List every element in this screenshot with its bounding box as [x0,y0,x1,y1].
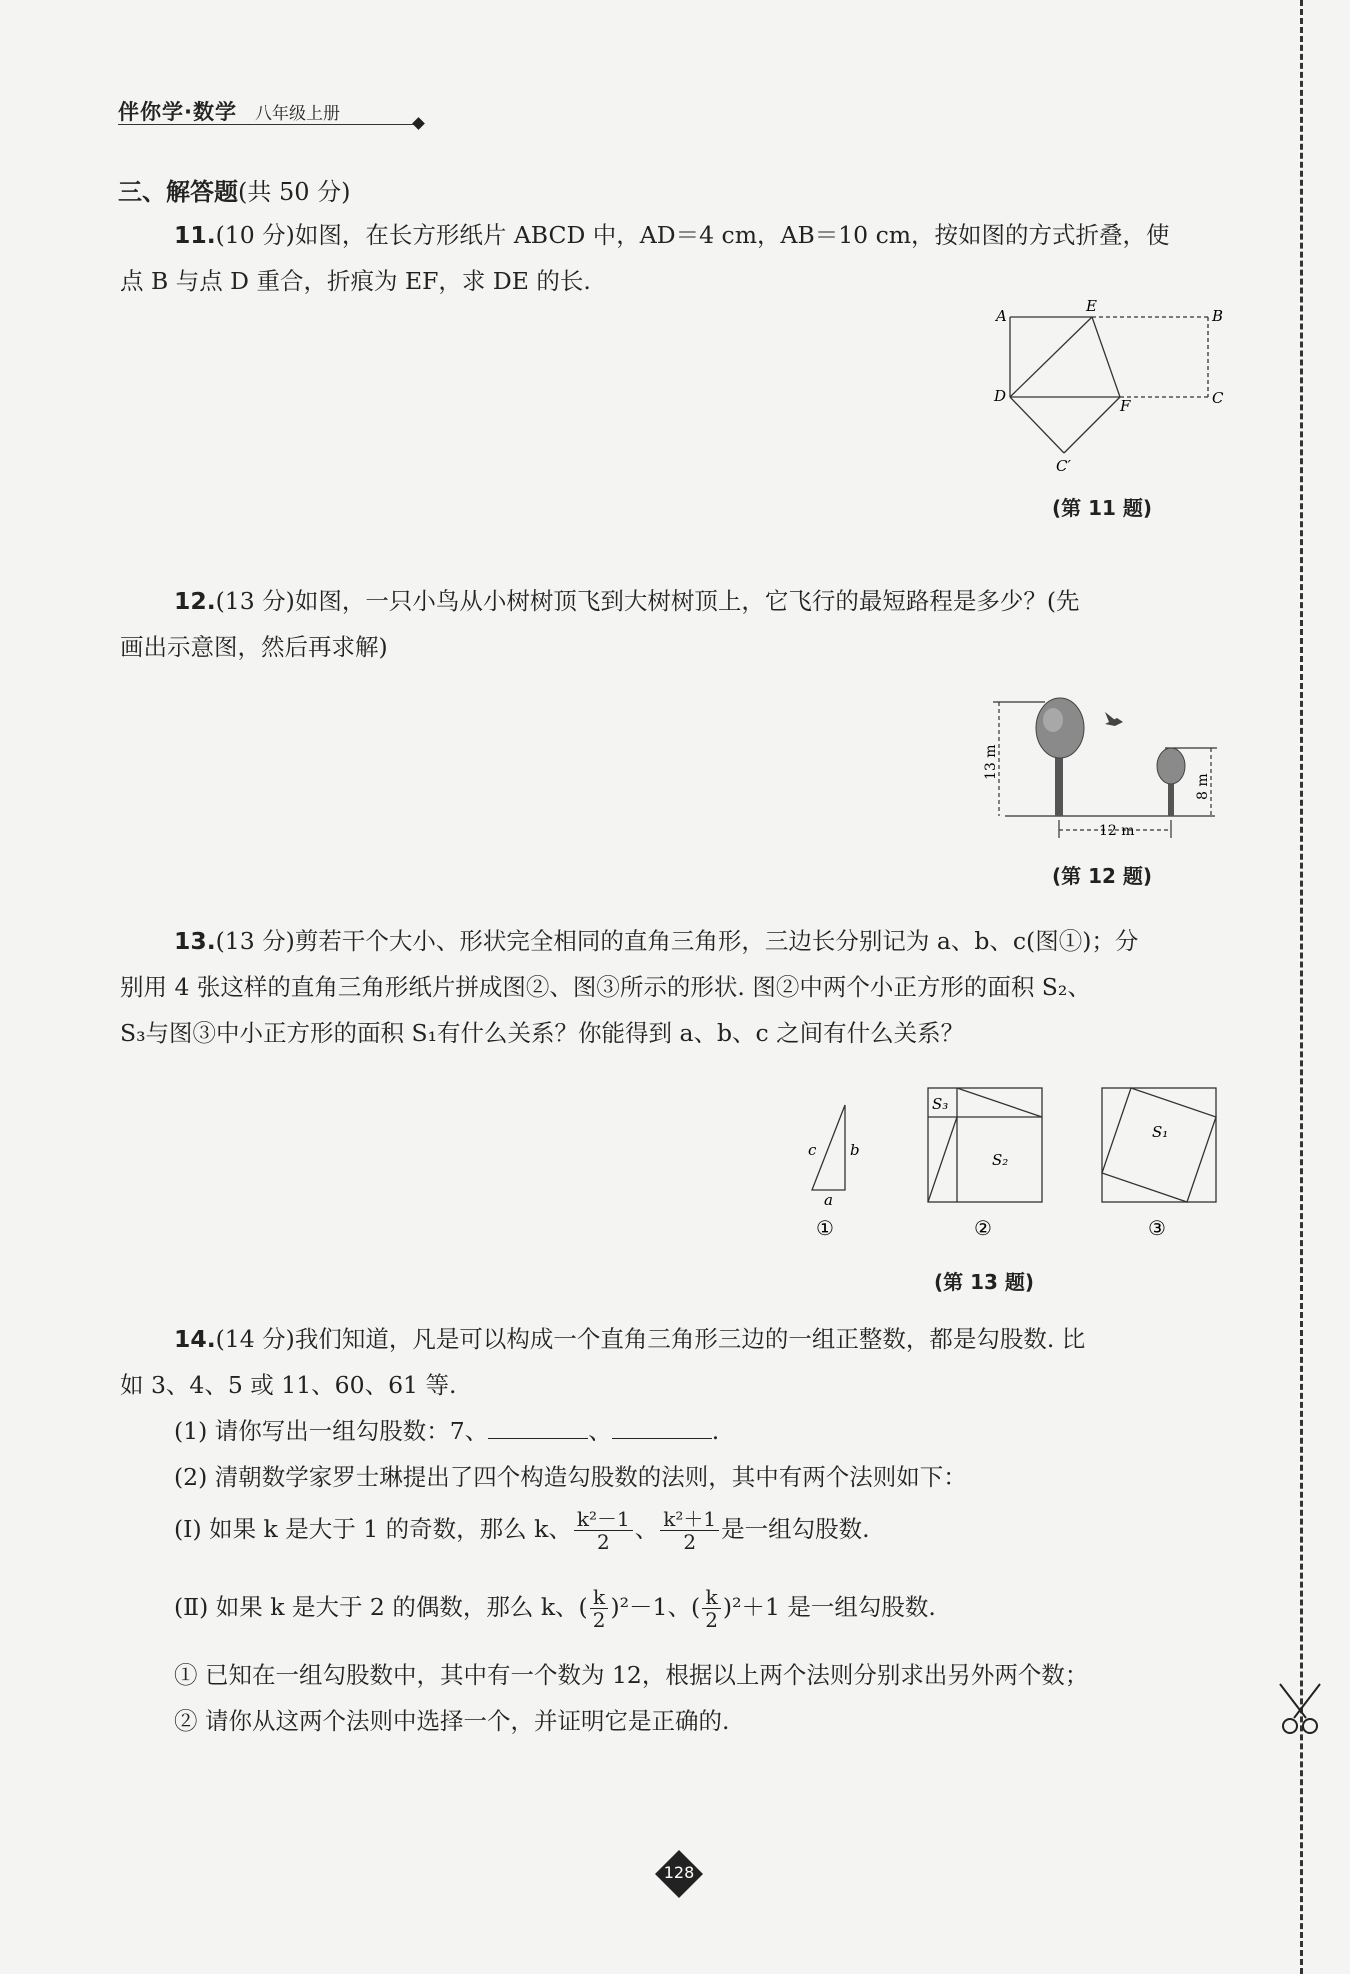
rule2-post: )²＋1 是一组勾股数. [722,1593,936,1621]
edge-ef [1092,317,1120,397]
q14-score: (14 分) [215,1325,295,1353]
q13-text-line2: 别用 4 张这样的直角三角形纸片拼成图②、图③所示的形状. 图②中两个小正方形的面积 S₂、 [120,973,1091,1001]
q14-rule-2 [174,1586,936,1631]
rule1-pre: (Ⅰ) 如果 k 是大于 1 的奇数，那么 k、 [174,1515,572,1543]
fig2-label: ② [974,1216,992,1240]
q11-score: (10 分) [215,221,295,249]
rule1-frac2-den: 2 [683,1530,697,1554]
rule1-frac2-num: k²＋1 [660,1508,719,1531]
q12-text-line1: 如图，一只小鸟从小树树顶飞到大树树顶上，它飞行的最短路程是多少？(先 [294,587,1080,615]
rule2-frac2-num: k [702,1586,721,1609]
page-number-badge [655,1850,703,1898]
label-f: F [1120,397,1131,415]
q14-subquestions [174,1652,1254,1744]
rule1-frac1-den: 2 [596,1530,610,1554]
label-b: B [1212,307,1224,325]
q14-number: 14. [174,1325,216,1353]
rule2-pre: (Ⅱ) 如果 k 是大于 2 的偶数，那么 k、( [174,1593,588,1621]
q13-score: (13 分) [215,927,295,955]
rule2-frac2-den: 2 [705,1608,718,1632]
page-header [118,96,418,126]
q13-figures [790,1075,1250,1250]
label-13m: 13 m [983,744,999,780]
q14-part2: (2) 清朝数学家罗士琳提出了四个构造勾股数的法则，其中有两个法则如下： [174,1463,967,1491]
tree-big-icon [1036,698,1084,816]
q14-part1 [120,1417,719,1445]
grade-label: 八年级上册 [254,104,340,124]
q14-part1-sep: 、 [588,1417,612,1445]
q14-part1-text: (1) 请你写出一组勾股数：7、 [174,1417,489,1445]
q11-text-line2: 点 B 与点 D 重合，折痕为 EF，求 DE 的长. [120,267,591,295]
rule1-post: 是一组勾股数. [721,1515,870,1543]
q14-part1-end: . [711,1417,720,1445]
label-e: E [1086,297,1097,315]
fig3-inner-square [1102,1088,1216,1202]
rule2-frac1-den: 2 [592,1608,606,1632]
label-b: b [850,1141,860,1159]
rule2-frac-1 [590,1586,609,1631]
rule2-frac1-num: k [590,1586,609,1609]
edge-de [1010,317,1092,397]
fig3-label: ③ [1148,1216,1166,1240]
rule1-frac-1 [574,1508,633,1553]
rule1-sep: 、 [634,1515,659,1543]
q12-number: 12. [174,587,216,615]
question-13 [120,918,1240,1056]
rule1-frac-2 [660,1508,719,1553]
rule2-mid: )²－1、( [610,1593,701,1621]
q12-score: (13 分) [215,587,295,615]
q11-number: 11. [174,221,216,249]
bird-icon [1105,712,1123,726]
tree-small-icon [1157,748,1185,816]
fig1-label: ① [816,1216,834,1240]
q14-rule-1 [174,1508,870,1553]
q13-number: 13. [174,927,216,955]
q14-text-line1: 我们知道，凡是可以构成一个直角三角形三边的一组正整数，都是勾股数. 比 [294,1325,1086,1353]
label-a: A [996,307,1007,325]
q14-text-line2: 如 3、4、5 或 11、60、61 等. [120,1371,457,1399]
q11-caption: (第 11 题) [1052,496,1153,520]
question-14 [120,1316,1240,1500]
book-title: 伴你学·数学 [118,100,237,124]
q13-text-line1: 剪若干个大小、形状完全相同的直角三角形，三边长分别记为 a、b、c(图①)；分 [294,927,1139,955]
section-score: (共 50 分) [238,178,351,206]
q13-caption: (第 13 题) [934,1270,1035,1294]
edge-dc2 [1010,397,1064,453]
fig3-square [1102,1088,1216,1202]
label-c: C [1212,389,1224,407]
q12-figure [985,690,1225,850]
diamond-icon [412,117,425,130]
q14-sub2: ② 请你从这两个法则中选择一个，并证明它是正确的. [174,1707,730,1735]
label-8m: 8 m [1195,773,1211,800]
section-title [118,172,351,207]
label-s3: S₃ [932,1095,949,1113]
q12-text-line2: 画出示意图，然后再求解) [120,633,388,661]
answer-blank-1[interactable] [488,1418,588,1439]
header-rule [118,124,418,125]
q11-text-line1: 如图，在长方形纸片 ABCD 中，AD＝4 cm，AB＝10 cm，按如图的方式折叠，使 [294,221,1170,249]
cut-line [1300,0,1307,1974]
q11-figure [980,295,1230,475]
label-c: c [808,1141,817,1159]
scissors-icon [1270,1680,1330,1740]
answer-blank-2[interactable] [612,1418,712,1439]
section-heading: 三、解答题 [118,178,238,206]
label-s2: S₂ [992,1151,1009,1169]
rule2-frac-2 [702,1586,721,1631]
rule1-frac1-num: k²－1 [574,1508,633,1531]
label-d: D [994,387,1007,405]
label-c-prime: C′ [1056,457,1071,475]
question-12 [120,578,1240,670]
label-a: a [824,1191,833,1209]
edge-fc2 [1064,397,1120,453]
q14-sub1: ① 已知在一组勾股数中，其中有一个数为 12，根据以上两个法则分别求出另外两个数； [174,1661,1089,1689]
q12-caption: (第 12 题) [1052,864,1153,888]
q13-text-line3: S₃与图③中小正方形的面积 S₁有什么关系？你能得到 a、b、c 之间有什么关系？ [120,1019,965,1047]
fig1-triangle [812,1105,845,1190]
question-11 [120,212,1240,304]
label-s1: S₁ [1152,1123,1169,1141]
page-number: 128 [663,1863,695,1882]
label-12m: 12 m [1099,823,1135,839]
